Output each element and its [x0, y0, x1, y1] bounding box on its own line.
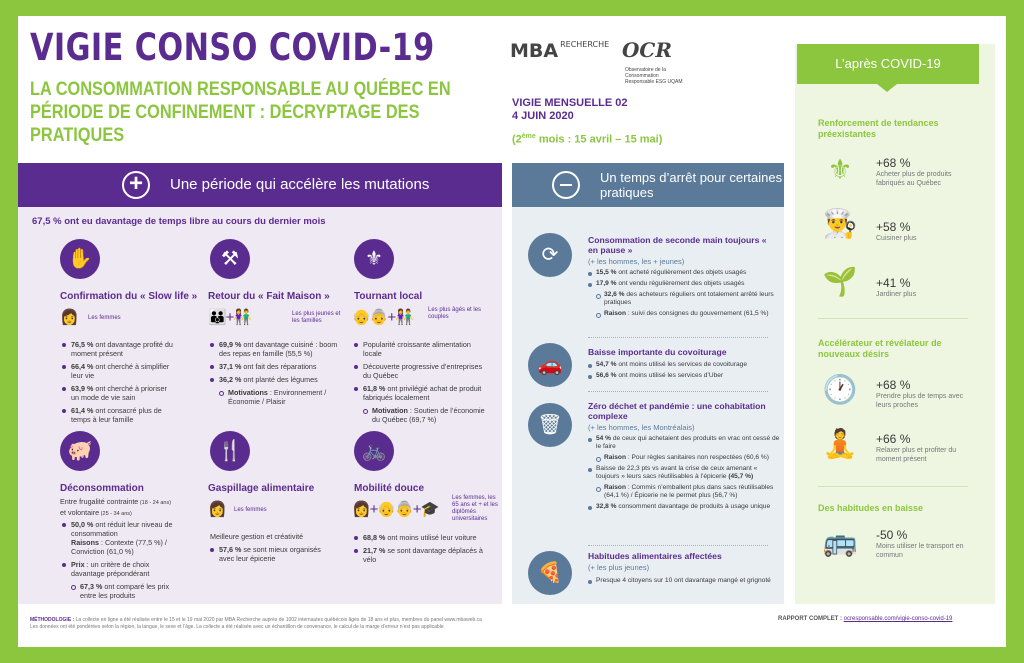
target-group: Les plus âgés et les couples	[428, 307, 482, 320]
bicycle-icon: 🚲	[354, 431, 394, 471]
woman-icon: 👩	[60, 309, 78, 326]
trash-icon: 🗑	[528, 403, 572, 447]
couple-icon: 👴👵+👫	[352, 309, 413, 326]
heading-seconde-main: Consommation de seconde main toujours « en pause »	[588, 235, 767, 255]
stat-pct: +41 %	[876, 276, 911, 290]
heading-fait-maison: Retour du « Fait Maison »	[208, 291, 330, 302]
minus-icon	[552, 171, 580, 199]
deconso-intro: Entre frugalité contrainte (18 - 24 ans) et volontaire (25 - 34 ans)	[60, 497, 172, 517]
stat-label: Moins utiliser le transport en commun	[876, 543, 964, 559]
stat-pct: +66 %	[876, 432, 911, 446]
stat-pct: +68 %	[876, 378, 911, 392]
section-banner-mutations: + Une période qui accélère les mutations	[18, 163, 502, 207]
cutlery-icon: 🍴	[210, 431, 250, 471]
vigie-info: VIGIE MENSUELLE 02 4 JUIN 2020	[512, 97, 628, 122]
pizza-icon: 🍕	[528, 551, 572, 595]
clock-icon: 🕐	[822, 374, 858, 405]
heading-covoiturage: Baisse importante du covoiturage	[588, 347, 727, 357]
list-fait-maison: 69,9 % ont davantage cuisiné : boom des repas en famille (55,5 %) 37,1 % ont fait des réparations 36,2 % ont planté des légumes Motivations : Environnement / Économie / Plaisir	[210, 340, 342, 410]
list-mobilite: 68,8 % ont moins utilisé leur voiture 21,7 % se sont davantage déplacés à vélo	[354, 533, 490, 568]
logos	[510, 38, 730, 85]
divider	[818, 486, 968, 487]
list-slow-life: 76,5 % ont davantage profité du moment présent 66,4 % ont cherché à simplifier leur vie 63,9 % ont cherché à prioriser un mode de vie sain 61,4 % ont consacré plus de temps à leur famille	[62, 340, 174, 428]
section-arret	[512, 207, 784, 604]
page-subtitle: LA CONSOMMATION RESPONSABLE AU QUÉBEC EN PÉRIODE DE CONFINEMENT : DÉCRYPTAGE DES PRATIQUES	[30, 79, 451, 146]
gaspi-intro: Meilleure gestion et créativité	[210, 532, 304, 541]
stat-pct: -50 %	[876, 528, 908, 542]
list-tournant-local: Popularité croissante alimentation locale Découverte progressive d’entreprises du Québec 61,8 % ont privilégié achat de produit fabriqués localement Motivation : Soutien de l’économie du Québec (69,7 %)	[354, 340, 490, 428]
heading-mobilite: Mobilité douce	[354, 483, 424, 494]
woman-icon: 👩	[208, 501, 226, 518]
target-group: Les femmes	[88, 315, 121, 321]
piggy-bank-icon: 🐖	[60, 431, 100, 471]
divider	[588, 391, 768, 392]
target-group: (+ les hommes, les + jeunes)	[588, 257, 685, 266]
target-group: Les femmes	[234, 507, 267, 513]
mba-logo: MBA $^{RECHERCHE}$	[510, 40, 610, 62]
heading-habitudes: Habitudes alimentaires affectées	[588, 551, 722, 561]
list-zero-dechet: 54 % de ceux qui achetaient des produits en vrac ont cessé de le faire Raison : Pour règles sanitaires non respectées (60,6 %) Baisse de 22,3 pts vs avant la crise de ceux amenant « toujours » leurs sacs réutilisables à l’épicerie (45,7 %) Raison : Commis n’emballent plus dans sacs réutilisables (64,1 %) / Épicerie ne le permet plus (56,7 %) 32,8 % consomment davantage de produits à usage unique	[588, 435, 780, 514]
stat-pct: +58 %	[876, 220, 911, 234]
section-banner-arret: Un temps d’arrêt pour certaines pratiques	[512, 163, 784, 207]
list-deconsommation: 50,0 % ont réduit leur niveau de consommation Raisons : Contexte (77,5 %) / Conviction (61,0 %) Prix : un critère de choix davantage prépondérant 67,3 % ont comparé les prix entre les produits	[62, 520, 178, 604]
methodology: MÉTHODOLOGIE : La collecte en ligne a été réalisée entre le 15 et le 19 mai 2020 par MBA Recherche auprès de 1002 internautes québécois âgés de 18 ans et plus, membres du panel www.mbaweb.ca Les données ont été pondérées selon la région, la langue, le sexe et l’âge. La collecte a été réalisée avec un échantillon de convenance, le calcul de la marge d’erreur n’est pas applicable	[30, 617, 482, 630]
stat-label: Cuisiner plus	[876, 235, 917, 242]
list-gaspillage: 57,6 % se sont mieux organisés avec leur épicerie	[210, 545, 338, 567]
period: (2ème mois : 15 avril – 15 mai)	[512, 133, 663, 146]
stat-label: Acheter plus de produits fabriqués au Québec	[876, 171, 952, 187]
hand-icon: ✋	[60, 239, 100, 279]
tab-apres-covid: L’après COVID-19	[797, 44, 979, 84]
target-group: Les plus jeunes et les familles	[292, 311, 341, 324]
chef-icon: 👨‍🍳	[822, 208, 858, 239]
tools-icon: ⚒	[210, 239, 250, 279]
fleur-de-lys-icon: ⚜	[354, 239, 394, 279]
bus-icon: 🚌	[822, 526, 858, 557]
recycle-icon: ⟳	[528, 233, 572, 277]
heading-accelerateur: Accélérateur et révélateur de nouveaux désirs	[818, 338, 942, 359]
stat-label: Relaxer plus et profiter du moment présent	[876, 447, 957, 463]
target-group: Les femmes, les 65 ans et + et les diplômés universitaires	[452, 495, 498, 522]
meditation-icon: 🧘	[822, 428, 858, 459]
heading-deconsommation: Déconsommation	[60, 483, 144, 494]
heading-slow-life: Confirmation du « Slow life »	[60, 291, 198, 302]
stat-label: Jardiner plus	[876, 291, 917, 298]
heading-habitudes-baisse: Des habitudes en baisse	[818, 503, 924, 513]
list-seconde-main: 15,5 % ont acheté régulièrement des objets usagés 17,9 % ont vendu régulièrement des objets usagés 32,6 % des acheteurs réguliers ont totalement arrêté leurs pratiques Raison : suivi des consignes du gouvernement (61,5 %)	[588, 269, 780, 321]
report-link[interactable]: RAPPORT COMPLET : ocresponsable.com/vigie-conso-covid-19	[778, 616, 953, 622]
divider	[588, 337, 768, 338]
list-habitudes: Presque 4 citoyens sur 10 ont davantage mangé et grignoté	[588, 577, 780, 588]
family-icon: 👪+👫	[208, 309, 252, 326]
ocr-logo: OCRObservatoire de la Consommation Responsable ESG UQAM	[622, 38, 683, 85]
list-covoiturage: 54,7 % ont moins utilisé les services de covoiturage 56,6 % ont moins utilisé les services d’Uber	[588, 361, 780, 383]
stat-label: Prendre plus de temps avec leurs proches	[876, 393, 964, 409]
heading-renforcement: Renforcement de tendances préexistantes	[818, 118, 939, 139]
target-group: (+ les hommes, les Montréalais)	[588, 423, 695, 432]
target-group: (+ les plus jeunes)	[588, 563, 650, 572]
page-title: VIGIE CONSO COVID-19	[30, 26, 435, 69]
plant-icon: 🌱	[822, 266, 858, 297]
divider	[588, 545, 768, 546]
plus-icon: +	[122, 171, 150, 199]
stat-pct: +68 %	[876, 156, 911, 170]
divider	[818, 318, 968, 319]
car-icon: 🚗	[528, 343, 572, 387]
lead-stat: 67,5 % ont eu davantage de temps libre au cours du dernier mois	[32, 216, 326, 227]
fleur-de-lys-icon: ⚜	[827, 154, 853, 185]
heading-gaspillage: Gaspillage alimentaire	[208, 483, 315, 494]
heading-tournant-local: Tournant local	[354, 291, 423, 302]
section-mutations	[18, 207, 502, 604]
heading-zero-dechet: Zéro déchet et pandémie : une cohabitation complexe	[588, 401, 766, 421]
group-icon: 👩+👴👵+🎓	[352, 501, 439, 518]
